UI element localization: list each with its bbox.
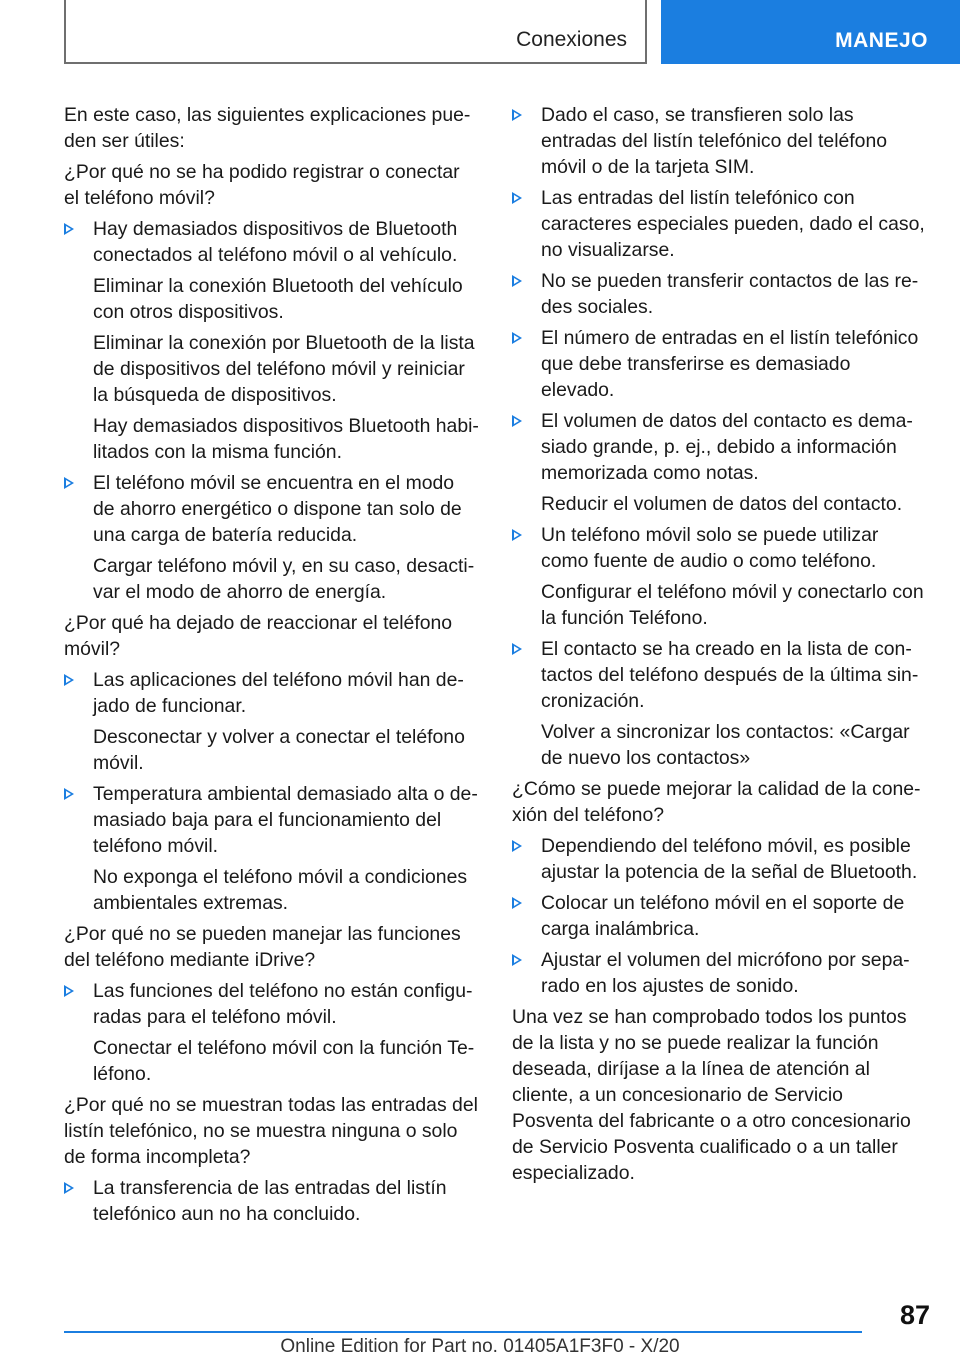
- bullet-triangle-icon: [512, 192, 522, 204]
- bullet-triangle-icon: [64, 788, 74, 800]
- bullet-triangle-icon: [512, 954, 522, 966]
- question-heading: ¿Por qué no se muestran todas las entradas del listín telefónico, no se muestra ninguna o solo de forma incompleta?: [64, 1094, 478, 1168]
- list-item: El contacto se ha creado en la lista de contactos del teléfono después de la última sincronización.: [512, 636, 927, 714]
- header-section-box: [64, 0, 647, 64]
- bullet-triangle-icon: [64, 985, 74, 997]
- question-heading: ¿Por qué no se pueden manejar las funciones del teléfono mediante iDrive?: [64, 923, 461, 971]
- remedy-text: Reducir el volumen de datos del contacto.: [541, 493, 903, 515]
- list-item: No se pueden transferir contactos de las redes sociales.: [512, 268, 927, 320]
- bullet-triangle-icon: [512, 332, 522, 344]
- question-heading: ¿Cómo se puede mejorar la calidad de la conexión del teléfono?: [512, 778, 921, 826]
- bullet-triangle-icon: [512, 897, 522, 909]
- remedy-text: Eliminar la conexión por Bluetooth de la lista de dispositivos del teléfono móvil y reiniciar la búsqueda de dispositivos.: [93, 332, 475, 406]
- list-item: Las entradas del listín telefónico con caracteres especiales pueden, dado el caso, no visualizarse.: [512, 185, 927, 263]
- list-item: Dependiendo del teléfono móvil, es posible ajustar la potencia de la señal de Bluetooth.: [512, 833, 927, 885]
- list-item: Un teléfono móvil solo se puede utilizar como fuente de audio o como teléfono.: [512, 522, 927, 574]
- bullet-triangle-icon: [64, 223, 74, 235]
- list-item: Dado el caso, se transfieren solo las entradas del listín telefónico del teléfono móvil o de la tarjeta SIM.: [512, 102, 927, 180]
- list-item: Colocar un teléfono móvil en el soporte de carga inalámbrica.: [512, 890, 927, 942]
- list-item: El teléfono móvil se encuentra en el modo de ahorro energético o dispone tan solo de una carga de batería reducida.: [64, 470, 479, 548]
- left-column: [64, 102, 479, 1232]
- remedy-text: Cargar teléfono móvil y, en su caso, desactivar el modo de ahorro de energía.: [93, 555, 475, 603]
- footer-divider: [64, 1331, 862, 1333]
- question-heading: ¿Por qué no se ha podido registrar o conectar el teléfono móvil?: [64, 161, 460, 209]
- remedy-text: Configurar el teléfono móvil y conectarlo con la función Teléfono.: [541, 581, 924, 629]
- closing-paragraph: Una vez se han comprobado todos los puntos de la lista y no se puede realizar la función deseada, diríjase a la línea de atención al cliente, a un concesionario de Servicio Posventa del fabricante o a otro concesionario de Servicio Posventa cualificado o a un taller especializado.: [512, 1006, 911, 1184]
- section-title: Conexiones: [516, 28, 627, 51]
- bullet-triangle-icon: [64, 1182, 74, 1194]
- question-heading: ¿Por qué ha dejado de reaccionar el teléfono móvil?: [64, 612, 453, 660]
- bullet-triangle-icon: [64, 477, 74, 489]
- bullet-triangle-icon: [512, 529, 522, 541]
- list-item: Ajustar el volumen del micrófono por separado en los ajustes de sonido.: [512, 947, 927, 999]
- remedy-text: Eliminar la conexión Bluetooth del vehículo con otros dispositivos.: [93, 275, 463, 323]
- list-item: El volumen de datos del contacto es demasiado grande, p. ej., debido a información memorizada como notas.: [512, 408, 927, 486]
- chapter-tab: MANEJO: [661, 0, 960, 64]
- remedy-text: No exponga el teléfono móvil a condiciones ambientales extremas.: [93, 866, 468, 914]
- remedy-text: Hay demasiados dispositivos Bluetooth habilitados con la misma función.: [93, 415, 479, 463]
- bullet-triangle-icon: [512, 275, 522, 287]
- edition-note: Online Edition for Part no. 01405A1F3F0 - X/20: [280, 1336, 680, 1357]
- list-item: Las aplicaciones del teléfono móvil han dejado de funcionar.: [64, 667, 479, 719]
- bullet-triangle-icon: [512, 643, 522, 655]
- intro-paragraph: En este caso, las siguientes explicaciones pueden ser útiles:: [64, 104, 471, 152]
- remedy-text: Conectar el teléfono móvil con la función Teléfono.: [93, 1037, 475, 1085]
- list-item: La transferencia de las entradas del listín telefónico aun no ha concluido.: [64, 1175, 479, 1227]
- right-column: [512, 102, 927, 1191]
- bullet-triangle-icon: [64, 674, 74, 686]
- remedy-text: Volver a sincronizar los contactos: «Cargar de nuevo los contactos»: [541, 721, 910, 769]
- list-item: Hay demasiados dispositivos de Bluetooth conectados al teléfono móvil o al vehículo.: [64, 216, 479, 268]
- page-number: 87: [899, 1300, 930, 1330]
- list-item: Las funciones del teléfono no están configuradas para el teléfono móvil.: [64, 978, 479, 1030]
- list-item: El número de entradas en el listín telefónico que debe transferirse es demasiado elevado.: [512, 325, 927, 403]
- remedy-text: Desconectar y volver a conectar el teléfono móvil.: [93, 726, 465, 774]
- bullet-triangle-icon: [512, 840, 522, 852]
- list-item: Temperatura ambiental demasiado alta o demasiado baja para el funcionamiento del teléfono móvil.: [64, 781, 479, 859]
- bullet-triangle-icon: [512, 415, 522, 427]
- bullet-triangle-icon: [512, 109, 522, 121]
